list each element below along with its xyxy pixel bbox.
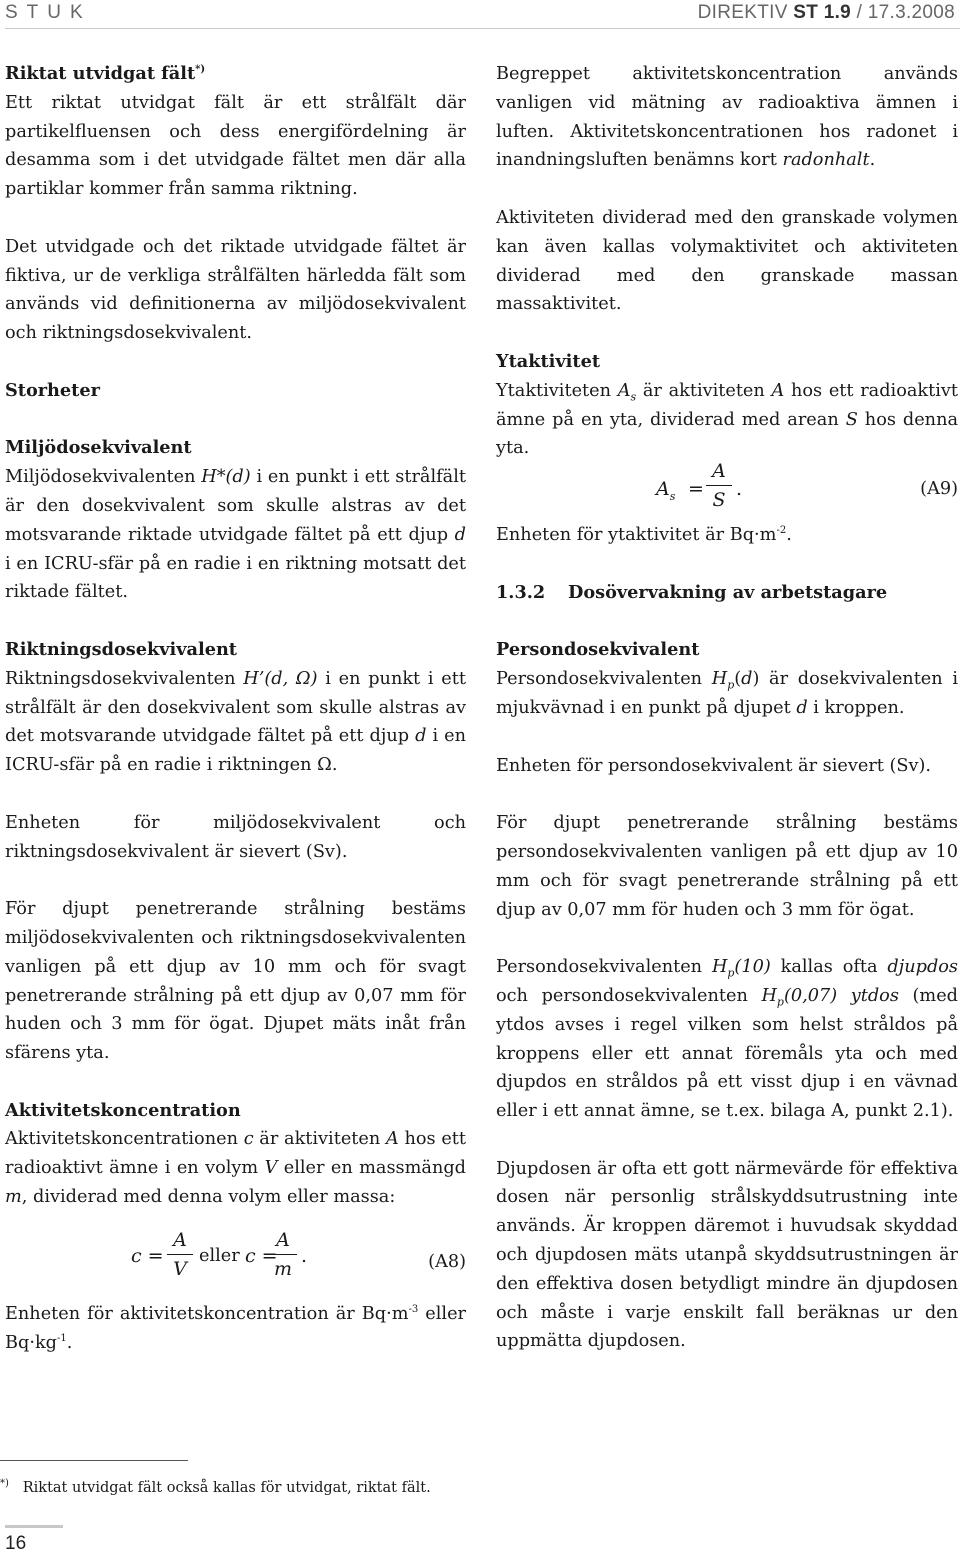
- page-number-rule: [5, 1525, 63, 1528]
- paragraph: Ytaktiviteten $A_s$ är aktiviteten A hos ett radioaktivt ämne på en yta, dividerad med arean S hos denna yta.: [496, 380, 959, 459]
- equation-number: (A8): [428, 1251, 466, 1272]
- section-heading: 1.3.2 Dosövervakning av arbetstagare: [496, 581, 888, 603]
- heading-persondosekvivalent: Persondosekvivalent: [496, 639, 700, 661]
- heading-ytaktivitet: Ytaktivitet: [496, 350, 600, 372]
- footnote-marker: *): [195, 64, 206, 76]
- header-rule: [5, 28, 960, 29]
- right-column: [496, 60, 958, 1356]
- paragraph: Enheten för persondosekvivalent är sievert (Sv).: [496, 755, 932, 776]
- paragraph: Aktiviteten dividerad med den granskade volymen kan även kallas volymaktivitet och aktiviteten dividerad med den granskade massan massaktivitet.: [496, 207, 958, 315]
- page-number: 16: [5, 1533, 27, 1554]
- paragraph: Enheten för ytaktivitet är $Bq\cdot m^{-2}$.: [496, 525, 792, 546]
- header-document-id: DIREKTIV ST 1.9 / 17.3.2008: [697, 2, 955, 23]
- paragraph: Miljödosekvivalenten H*(d) i en punkt i ett strålfält är den dosekvivalent som skulle alstras av det motsvarande riktade utvidgade fältet på ett djup d i en ICRU-sfär på en radie i en riktning motsatt det riktade fältet.: [5, 467, 466, 603]
- paragraph: För djupt penetrerande strålning bestäms miljödosekvivalenten och riktningsdosekvivalenten vanligen på ett djup av 10 mm och för svagt penetrerande strålning på ett djup av 0,07 mm för huden och 3 mm för ögat. Djupet mäts inåt från sfärens yta.: [5, 899, 466, 1064]
- heading-riktat-utvidgat-falt: Riktat utvidgat fält*): [5, 63, 206, 84]
- paragraph: Det utvidgade och det riktade utvidgade fältet är fiktiva, ur de verkliga strålfälten härledda fält som används vid definitionerna av miljödosekvivalent och riktningsdosekvivalent.: [5, 236, 466, 344]
- paragraph: Enheten för aktivitetskoncentration är $Bq\cdot m^{-3}$ eller $Bq\cdot kg^{-1}$.: [5, 1303, 467, 1353]
- paragraph: Begreppet aktivitetskoncentration används vanligen vid mätning av radioaktiva ämnen i luften. Aktivitetskoncentrationen hos radonet i inandningsluften benämns kort radonhalt.: [496, 64, 958, 171]
- paragraph: Aktivitetskoncentrationen c är aktiviteten A hos ett radioaktivt ämne i en volym V eller en massmängd m, dividerad med denna volym eller massa:: [5, 1129, 467, 1208]
- equation-a9: $A_s$ = A S . (A9): [656, 460, 958, 512]
- paragraph: Persondosekvivalenten $H_p(10)$ kallas ofta djupdos och persondosekvivalenten $H_p(0,07)$ ytdos (med ytdos avses i regel vilken som helst stråldos på kroppens eller ett annat föremåls yta och med djupdos en stråldos på ett visst djup i en vävnad eller i ett annat ämne, se t.ex. bilaga A, punkt 2.1).: [496, 957, 958, 1122]
- header-org: STUK: [5, 2, 92, 23]
- footnote-rule: [0, 1460, 188, 1461]
- heading-aktivitetskoncentration: Aktivitetskoncentration: [5, 1099, 241, 1121]
- left-column: [5, 60, 466, 1357]
- heading-storheter: Storheter: [5, 379, 100, 401]
- paragraph: För djupt penetrerande strålning bestäms persondosekvivalenten vanligen på ett djup av 10 mm och för svagt penetrerande strålning på ett djup av 0,07 mm för huden och 3 mm för ögat.: [496, 813, 958, 920]
- paragraph: Ett riktat utvidgat fält är ett strålfält där partikelfluensen och dess energifördelning är desamma som i det utvidgade fältet men där alla partiklar kommer från samma riktning.: [5, 92, 466, 200]
- equation-number: (A9): [920, 479, 958, 500]
- heading-miljodosekvivalent: Miljödosekvivalent: [5, 437, 192, 459]
- footnote: *) Riktat utvidgat fält också kallas för utvidgat, riktat fält.: [0, 1478, 431, 1496]
- heading-riktningsdosekvivalent: Riktningsdosekvivalent: [5, 638, 237, 660]
- paragraph: Djupdosen är ofta ett gott närmevärde för effektiva dosen när personlig strålskyddsutrustning inte används. Är kroppen däremot i huvudsak skyddad och djupdosen mäts utanpå skyddsutrustningen är den effektiva dosen betydligt mindre än djupdosen och måste i varje enskilt fall beräknas ur den uppmätta djupdosen.: [496, 1158, 958, 1352]
- paragraph: Enheten för miljödosekvivalent och riktningsdosekvivalent är sievert (Sv).: [5, 812, 466, 862]
- running-header: [0, 0, 960, 28]
- paragraph: Riktningsdosekvivalenten H’(d, Ω) i en punkt i ett strålfält är den dosekvivalent som skulle alstras av det motsvarande utvidgade fältet på ett djup d i en ICRU-sfär på en radie i riktningen Ω.: [5, 668, 466, 776]
- equation-a8: c = A V eller c = A m . (A8): [131, 1228, 466, 1280]
- paragraph: Persondosekvivalenten $H_p(d)$ är dosekvivalenten i mjukvävnad i en punkt på djupet d i kroppen.: [496, 669, 959, 718]
